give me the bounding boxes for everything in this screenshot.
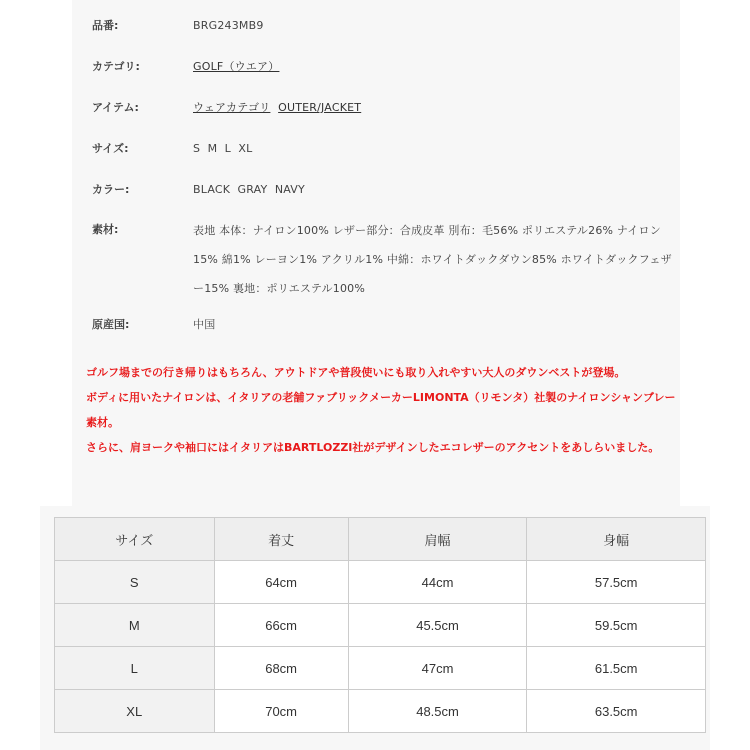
table-cell: XL: [55, 690, 215, 733]
table-cell: 45.5cm: [348, 604, 527, 647]
spec-row-product-code: [92, 18, 672, 59]
table-row: [55, 647, 706, 690]
outer-jacket-link[interactable]: OUTER/JACKET: [278, 101, 362, 114]
table-cell: 66cm: [214, 604, 348, 647]
spec-row-origin: [92, 317, 672, 347]
table-cell: 44cm: [348, 561, 527, 604]
table-cell: L: [55, 647, 215, 690]
table-cell: 61.5cm: [527, 647, 706, 690]
table-header: 身幅: [527, 518, 706, 561]
spec-label: アイテム:: [92, 101, 139, 114]
spec-row-category: [92, 59, 672, 100]
table-cell: 48.5cm: [348, 690, 527, 733]
spec-value: S M L XL: [193, 142, 253, 155]
table-header-row: [55, 518, 706, 561]
table-cell: 63.5cm: [527, 690, 706, 733]
table-cell: 68cm: [214, 647, 348, 690]
spec-label: サイズ:: [92, 142, 129, 155]
spec-label: 品番:: [92, 19, 119, 32]
spec-row-material: [92, 222, 672, 317]
wear-category-link[interactable]: ウェアカテゴリ: [193, 101, 271, 114]
spec-value: BLACK GRAY NAVY: [193, 183, 305, 196]
spec-row-size: [92, 141, 672, 182]
description-paragraph: さらに、肩ヨークや袖口にはイタリアはBARTLOZZI社がデザインしたエコレザーのアクセントをあしらいました。: [86, 441, 660, 454]
spec-value: 表地 本体：ナイロン100% レザー部分：合成皮革 別布：毛56% ポリエステル26% ナイロン15% 綿1% レーヨン1% アクリル1% 中綿：ホワイトダックダウン85% ホワイトダックフェザー15% 裏地：ポリエステル100%: [193, 224, 672, 295]
size-table: [54, 517, 706, 733]
table-row: [55, 690, 706, 733]
spec-row-item: [92, 100, 672, 141]
spec-value: BRG243MB9: [193, 19, 264, 32]
spec-label: 原産国:: [92, 318, 130, 331]
spec-label: 素材:: [92, 223, 119, 236]
spec-label: カラー:: [92, 183, 130, 196]
spec-label: カテゴリ:: [92, 60, 140, 73]
table-header: 肩幅: [348, 518, 527, 561]
spec-value: 中国: [193, 318, 216, 331]
table-cell: 47cm: [348, 647, 527, 690]
category-link[interactable]: GOLF（ウエア）: [193, 60, 280, 73]
spec-list: [92, 18, 672, 347]
table-row: [55, 604, 706, 647]
table-header: サイズ: [55, 518, 215, 561]
product-description: [86, 360, 676, 460]
table-header: 着丈: [214, 518, 348, 561]
size-chart: [40, 506, 710, 750]
table-row: [55, 561, 706, 604]
table-cell: 59.5cm: [527, 604, 706, 647]
table-cell: 64cm: [214, 561, 348, 604]
table-cell: 57.5cm: [527, 561, 706, 604]
table-cell: S: [55, 561, 215, 604]
table-cell: M: [55, 604, 215, 647]
description-paragraph: ボディに用いたナイロンは、イタリアの老舗ファブリックメーカーLIMONTA（リモンタ）社製のナイロンシャンブレー素材。: [86, 391, 676, 429]
description-paragraph: ゴルフ場までの行き帰りはもちろん、アウトドアや普段使いにも取り入れやすい大人のダウンベストが登場。: [86, 366, 626, 379]
table-cell: 70cm: [214, 690, 348, 733]
